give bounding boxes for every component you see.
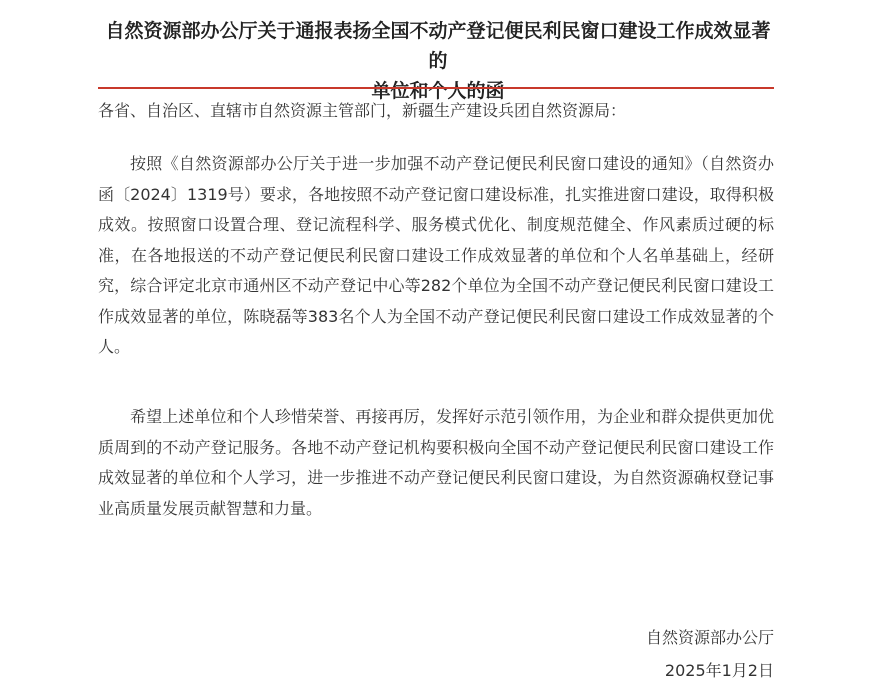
body-paragraph-2: 希望上述单位和个人珍惜荣誉、再接再厉，发挥好示范引领作用，为企业和群众提供更加优质周到的不动产登记服务。各地不动产登记机构要积极向全国不动产登记便民利民窗口建设工作成效显著的单位和个人学习，进一步推进不动产登记便民利民窗口建设，为自然资源确权登记事业高质量发展贡献智慧和力量。	[98, 407, 774, 518]
addressee: 各省、自治区、直辖市自然资源主管部门，新疆生产建设兵团自然资源局：	[98, 101, 627, 120]
signature-organization: 自然资源部办公厅	[645, 628, 774, 647]
title-divider	[98, 87, 774, 89]
document-title-line-2: 单位和个人的函	[371, 80, 505, 102]
document-title-line-1: 自然资源部办公厅关于通报表扬全国不动产登记便民利民窗口建设工作成效显著的	[105, 20, 771, 72]
body-paragraph-1: 按照《自然资源部办公厅关于进一步加强不动产登记便民利民窗口建设的通知》（自然资办函〔2024〕1319号）要求，各地按照不动产登记窗口建设标准，扎实推进窗口建设，取得积极成效。按照窗口设置合理、登记流程科学、服务模式优化、制度规范健全、作风素质过硬的标准，在各地报送的不动产登记便民利民窗口建设工作成效显著的单位和个人名单基础上，经研究，综合评定北京市通州区不动产登记中心等282个单位为全国不动产登记便民利民窗口建设工作成效显著的单位，陈晓磊等383名个人为全国不动产登记便民利民窗口建设工作成效显著的个人。	[98, 154, 774, 356]
document-title	[98, 16, 778, 106]
signature-date: 2025年1月2日	[664, 661, 774, 680]
